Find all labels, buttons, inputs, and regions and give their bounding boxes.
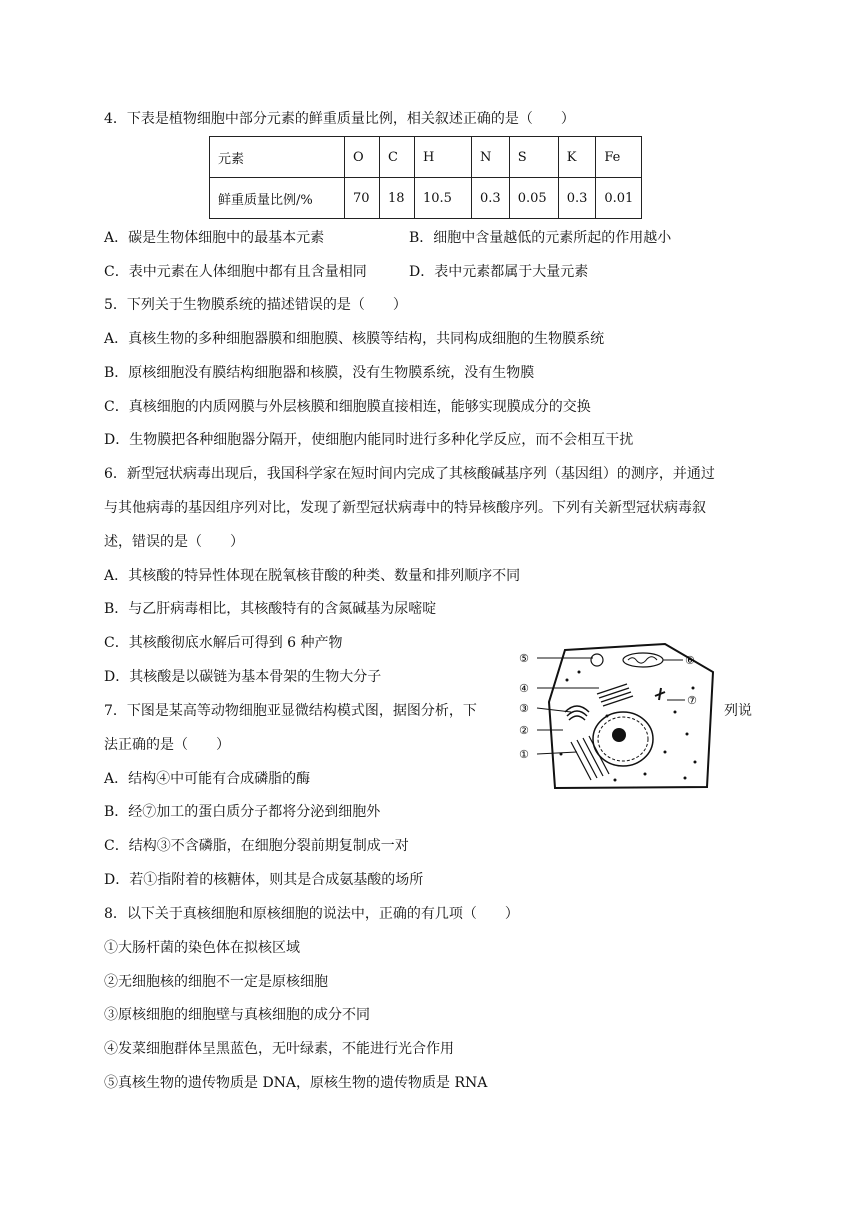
q5-option-b: B．原核细胞没有膜结构细胞器和核膜，没有生物膜系统，没有生物膜 [104,365,535,381]
q7-stem-line-2: 法正确的是（ ） [104,737,230,753]
table-cell: 18 [380,178,415,219]
q6-stem-line-3: 述，错误的是（ ） [104,534,244,550]
q7-option-a: A．结构④中可能有合成磷脂的酶 [104,771,311,787]
table-cell: 鲜重质量比例/% [210,178,345,219]
q7-stem-line-1b: 列说 [724,703,752,719]
q7-stem-line-1a: 7．下图是某高等动物细胞亚显微结构模式图，据图分析，下 [104,703,477,719]
q8-statement-5: ⑤真核生物的遗传物质是 DNA，原核生物的遗传物质是 RNA [104,1075,488,1091]
element-ratio-table [209,136,642,219]
q5-option-c: C．真核细胞的内质网膜与外层核膜和细胞膜直接相连，能够实现膜成分的交换 [104,399,591,415]
q4-option-c: C．表中元素在人体细胞中都有且含量相同 [104,264,367,280]
nucleolus [612,728,626,742]
q4-option-b: B．细胞中含量越低的元素所起的作用越小 [409,230,672,246]
q7-option-d: D．若①指附着的核糖体，则其是合成氨基酸的场所 [104,872,424,888]
q6-option-d: D．其核酸是以碳链为基本骨架的生物大分子 [104,669,382,685]
table-header-row [210,137,642,178]
q8-stem: 8．以下关于真核细胞和原核细胞的说法中，正确的有几项（ ） [104,906,519,922]
label-1: ① [519,748,529,761]
table-cell: 0.3 [472,178,510,219]
q4-option-a: A．碳是生物体细胞中的最基本元素 [104,230,325,246]
vesicle [591,654,603,666]
table-cell: 元素 [210,137,345,178]
table-cell: N [472,137,510,178]
table-cell: K [558,137,596,178]
q8-statement-4: ④发菜细胞群体呈黑蓝色，无叶绿素，不能进行光合作用 [104,1041,454,1057]
label-6: ⑥ [685,654,695,667]
label-3: ③ [519,702,529,715]
q7-option-b: B．经⑦加工的蛋白质分子都将分泌到细胞外 [104,804,381,820]
q7-option-c: C．结构③不含磷脂，在细胞分裂前期复制成一对 [104,838,409,854]
q5-stem: 5．下列关于生物膜系统的描述错误的是（ ） [104,297,407,313]
table-cell: S [509,137,558,178]
table-cell: C [380,137,415,178]
q6-option-c: C．其核酸彻底水解后可得到 6 种产物 [104,635,343,651]
q8-statement-3: ③原核细胞的细胞壁与真核细胞的成分不同 [104,1007,370,1023]
q4-option-d: D．表中元素都属于大量元素 [409,264,589,280]
table-cell: Fe [596,137,642,178]
q4-stem: 4．下表是植物细胞中部分元素的鲜重质量比例，相关叙述正确的是（ ） [104,111,575,127]
label-4: ④ [519,682,529,695]
q6-option-a: A．其核酸的特异性体现在脱氧核苷酸的种类、数量和排列顺序不同 [104,568,521,584]
q5-option-d: D．生物膜把各种细胞器分隔开，使细胞内能同时进行多种化学反应，而不会相互干扰 [104,432,634,448]
table-cell: 70 [345,178,380,219]
table-row [210,178,642,219]
q6-option-b: B．与乙肝病毒相比，其核酸特有的含氮碱基为尿嘧啶 [104,601,437,617]
table-cell: 10.5 [415,178,472,219]
table-cell: 0.3 [558,178,596,219]
q6-stem-line-2: 与其他病毒的基因组序列对比，发现了新型冠状病毒中的特异核酸序列。下列有关新型冠状病毒叙 [104,500,706,516]
q6-stem-line-1: 6．新型冠状病毒出现后，我国科学家在短时间内完成了其核酸碱基序列（基因组）的测序，并通过 [104,466,715,482]
table-cell: O [345,137,380,178]
table-cell: 0.05 [509,178,558,219]
q8-statement-2: ②无细胞核的细胞不一定是原核细胞 [104,974,328,990]
table-cell: H [415,137,472,178]
label-5: ⑤ [519,652,529,665]
label-2: ② [519,724,529,737]
label-7: ⑦ [687,694,697,707]
table-cell: 0.01 [596,178,642,219]
q8-statement-1: ①大肠杆菌的染色体在拟核区域 [104,940,300,956]
q5-option-a: A．真核生物的多种细胞器膜和细胞膜、核膜等结构，共同构成细胞的生物膜系统 [104,331,605,347]
animal-cell-diagram [515,642,715,792]
